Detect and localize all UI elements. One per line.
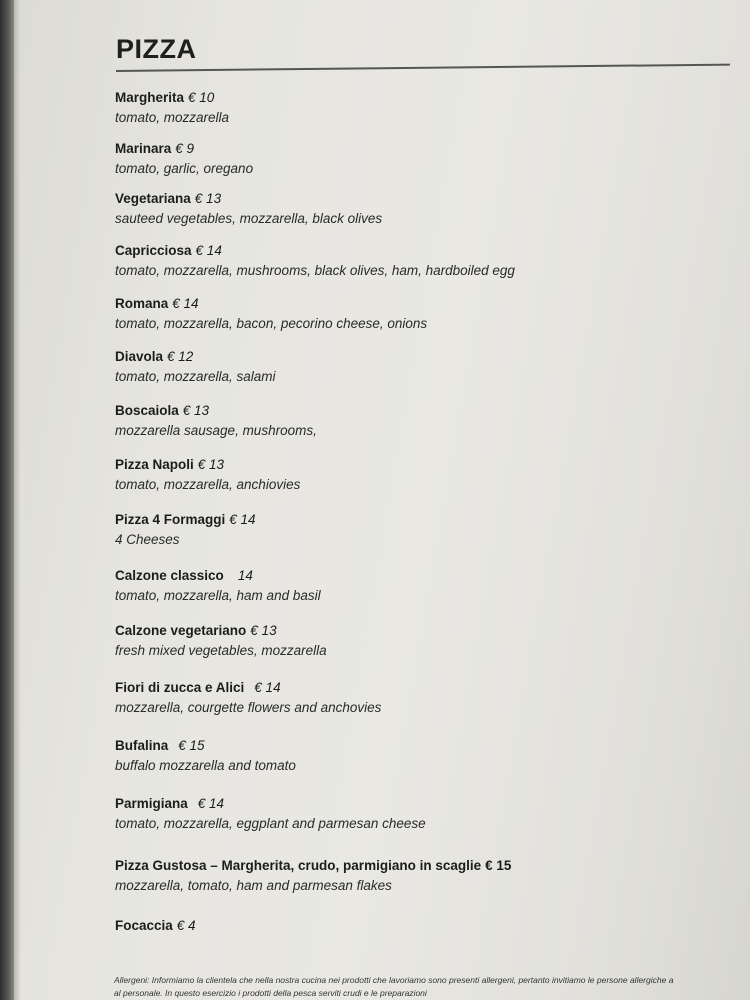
menu-title: PIZZA xyxy=(116,34,197,64)
item-price: € 15 xyxy=(178,738,205,753)
item-price: € 13 xyxy=(182,403,210,418)
item-price: € 4 xyxy=(176,918,196,933)
item-price: € 14 xyxy=(197,796,225,811)
item-name: Margherita xyxy=(115,90,185,105)
item-description: tomato, mozzarella, eggplant and parmesan cheese xyxy=(115,816,426,831)
menu-item xyxy=(115,191,735,226)
menu-item xyxy=(115,858,735,893)
item-description: tomato, mozzarella xyxy=(115,110,230,125)
item-name: Calzone classico xyxy=(115,568,224,583)
allergen-notice-line: Allergeni: Informiamo la clientela che nella nostra cucina nei prodotti che lavoriamo sono presenti allergeni, pertanto invitiamo le persone allergiche a xyxy=(114,975,674,985)
menu-item xyxy=(115,623,735,658)
item-name: Marinara xyxy=(115,141,172,156)
item-name: Pizza Napoli xyxy=(115,457,194,472)
item-name: Pizza 4 Formaggi xyxy=(115,512,226,527)
item-description: tomato, mozzarella, bacon, pecorino cheese, onions xyxy=(115,316,428,331)
item-description: tomato, mozzarella, ham and basil xyxy=(115,588,321,603)
allergen-notice-line: al personale. In questo esercizio i prodotti della pesca serviti crudi e le preparazioni xyxy=(114,988,427,998)
menu-item xyxy=(115,296,735,331)
menu-item xyxy=(115,738,735,773)
item-name: Fiori di zucca e Alici xyxy=(115,680,245,695)
menu-item xyxy=(115,403,735,438)
item-price: € 13 xyxy=(197,457,225,472)
item-price: € 14 xyxy=(172,296,199,311)
item-description: sauteed vegetables, mozzarella, black olives xyxy=(115,211,383,226)
item-description: tomato, mozzarella, mushrooms, black olives, ham, hardboiled egg xyxy=(115,263,515,278)
item-name: Diavola xyxy=(115,349,164,364)
item-price: € 14 xyxy=(254,680,281,695)
item-price: € 13 xyxy=(194,191,222,206)
allergen-notice xyxy=(114,974,750,1000)
item-description: mozzarella sausage, mushrooms, xyxy=(115,423,317,438)
item-description: tomato, garlic, oregano xyxy=(115,161,254,176)
item-description: tomato, mozzarella, salami xyxy=(115,369,276,384)
item-description: 4 Cheeses xyxy=(115,532,180,547)
item-name: Calzone vegetariano xyxy=(115,623,247,638)
item-price: € 9 xyxy=(175,141,195,156)
item-description: buffalo mozzarella and tomato xyxy=(115,758,296,773)
title-divider xyxy=(116,64,730,72)
menu-item xyxy=(115,512,735,547)
item-description: mozzarella, tomato, ham and parmesan flakes xyxy=(115,878,392,893)
item-name: Capricciosa xyxy=(115,243,192,258)
menu-item xyxy=(115,243,735,278)
item-name: Pizza Gustosa – Margherita, crudo, parmigiano in scaglie xyxy=(115,858,482,873)
menu-item xyxy=(115,457,735,492)
item-price: € 10 xyxy=(188,90,215,105)
item-name: Romana xyxy=(115,296,169,311)
item-description: mozzarella, courgette flowers and anchovies xyxy=(115,700,382,715)
menu-item xyxy=(115,796,735,831)
menu-item xyxy=(115,141,735,176)
menu-item xyxy=(115,680,735,715)
item-price: € 14 xyxy=(229,512,256,527)
item-price: 14 xyxy=(237,568,253,583)
item-name: Focaccia xyxy=(115,918,173,933)
binder-spine xyxy=(0,0,14,1000)
menu-item xyxy=(115,90,735,125)
item-price: € 13 xyxy=(250,623,277,638)
item-description: tomato, mozzarella, anchiovies xyxy=(115,477,301,492)
item-description: fresh mixed vegetables, mozzarella xyxy=(115,643,327,658)
item-price: € 15 xyxy=(485,858,512,873)
item-name: Parmigiana xyxy=(115,796,188,811)
item-price: € 12 xyxy=(167,349,194,364)
menu-item xyxy=(115,568,735,603)
item-price: € 14 xyxy=(195,243,222,258)
menu-item xyxy=(115,918,735,933)
menu-page xyxy=(20,0,750,1000)
menu-item xyxy=(115,349,735,384)
item-name: Bufalina xyxy=(115,738,169,753)
item-name: Boscaiola xyxy=(115,403,179,418)
item-name: Vegetariana xyxy=(115,191,191,206)
